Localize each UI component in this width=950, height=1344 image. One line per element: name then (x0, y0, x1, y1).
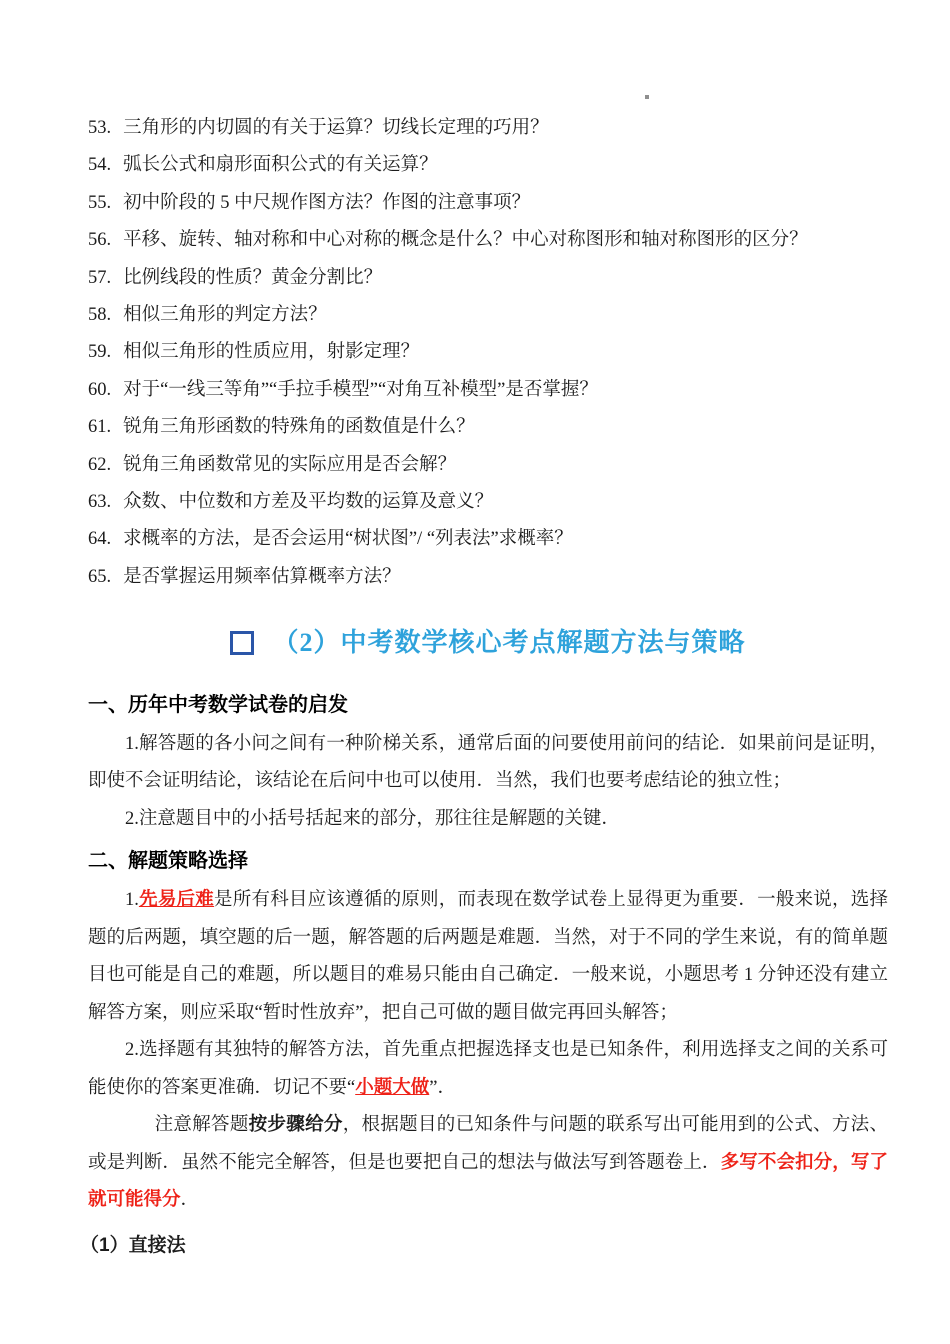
item-text: 初中阶段的 5 中尺规作图方法？作图的注意事项？ (123, 192, 531, 213)
review-checklist (88, 116, 888, 589)
subheading-direct-method: （1）直接法 (80, 1234, 186, 1256)
highlight-small-question-big-effort: 小题大做 (355, 1077, 430, 1098)
item-number: 55. (88, 192, 112, 213)
text-run: 2.选择题有其独特的解答方法，首先重点把握选择支也是已知条件，利用选择支之间的关系可能使你的答案更准确．切记不要“ (88, 1040, 888, 1098)
checklist-item (88, 153, 888, 177)
section-title: （2）中考数学核心考点解题方法与策略 (272, 627, 746, 657)
item-text: 比例线段的性质？黄金分割比？ (123, 267, 383, 288)
item-text: 锐角三角形函数的特殊角的函数值是什么？ (123, 417, 475, 438)
item-text: 对于“一线三等角”“手拉手模型”“对角互补模型”是否掌握？ (123, 379, 598, 400)
paragraph-insight-2: 2.注意题目中的小括号括起来的部分，那往往是解题的关键． (125, 808, 620, 829)
item-text: 平移、旋转、轴对称和中心对称的概念是什么？中心对称图形和轴对称图形的区分？ (123, 230, 808, 251)
checklist-item (88, 228, 888, 252)
item-text: 相似三角形的性质应用，射影定理？ (123, 342, 420, 363)
item-number: 61. (88, 417, 112, 438)
item-number: 58. (88, 304, 112, 325)
text-run: 是所有科目应该遵循的原则，而表现在数学试卷上显得更为重要．一般来说，选择题的后两题，填空题的后一题，解答题的后两题是难题．当然，对于不同的学生来说，有的简单题目也可能是自己的难题，所以题目的难易只能由自己确定．一般来说，小题思考 1 分钟还没有建立解答方案，则应采取“暂时性放弃”，把自己可做的题目做完再回头解答； (88, 890, 888, 1023)
checklist-item (88, 415, 888, 439)
text-run: ”． (429, 1077, 456, 1098)
checklist-item (88, 453, 888, 477)
text-run: 注意解答题 (154, 1115, 249, 1136)
section-title-row (88, 626, 888, 660)
item-text: 是否掌握运用频率估算概率方法？ (123, 566, 401, 587)
item-number: 62. (88, 454, 112, 475)
item-text: 求概率的方法，是否会运用“树状图”/ “列表法”求概率？ (123, 529, 573, 550)
heading-exam-paper-insights: 一、历年中考数学试卷的启发 (88, 693, 348, 716)
checklist-item (88, 340, 888, 364)
checklist-item (88, 565, 888, 589)
checklist-item (88, 378, 888, 402)
text-run: ，根据题目的已知条件与问题的联系写出可能用到的公式、方法、或是判断．虽然不能完全解答，但是也要把自己的想法与做法写到答题卷上． (88, 1115, 888, 1173)
checkbox-icon[interactable] (230, 631, 254, 655)
checklist-item (88, 490, 888, 514)
paragraph-strategy-1 (88, 882, 888, 1032)
item-number: 56. (88, 230, 112, 251)
item-text: 锐角三角函数常见的实际应用是否会解？ (123, 454, 457, 475)
red-note-write-more: 多写不会扣分，写了就可能得分 (88, 1152, 888, 1211)
item-text: 相似三角形的判定方法？ (123, 304, 327, 325)
stray-dot-mark (645, 95, 649, 99)
item-text: 弧长公式和扇形面积公式的有关运算？ (123, 155, 438, 176)
item-number: 59. (88, 342, 112, 363)
paragraph-insight-1: 1.解答题的各小问之间有一种阶梯关系，通常后面的问要使用前问的结论．如果前问是证明，即使不会证明结论，该结论在后问中也可以使用．当然，我们也要考虑结论的独立性； (88, 733, 888, 792)
highlight-easy-first: 先易后难 (138, 890, 215, 911)
checklist-item (88, 527, 888, 551)
item-number: 53. (88, 118, 112, 138)
item-number: 54. (88, 155, 112, 176)
item-number: 64. (88, 529, 112, 550)
item-number: 57. (88, 267, 112, 288)
text-run: 1. (125, 890, 139, 911)
item-number: 63. (88, 491, 112, 512)
heading-strategy-selection: 二、解题策略选择 (88, 850, 248, 873)
checklist-item (88, 266, 888, 290)
bold-step-scoring: 按步骤给分 (248, 1115, 343, 1136)
checklist-item (88, 303, 888, 327)
paragraph-strategy-2 (88, 1032, 888, 1107)
paragraph-strategy-3 (88, 1107, 888, 1220)
item-number: 60. (88, 379, 112, 400)
text-run: ． (180, 1190, 200, 1211)
checklist-item (88, 191, 888, 215)
item-text: 众数、中位数和方差及平均数的运算及意义？ (123, 491, 494, 512)
item-text: 三角形的内切圆的有关于运算？切线长定理的巧用？ (123, 118, 549, 138)
item-number: 65. (88, 566, 112, 587)
checklist-item (88, 116, 888, 140)
